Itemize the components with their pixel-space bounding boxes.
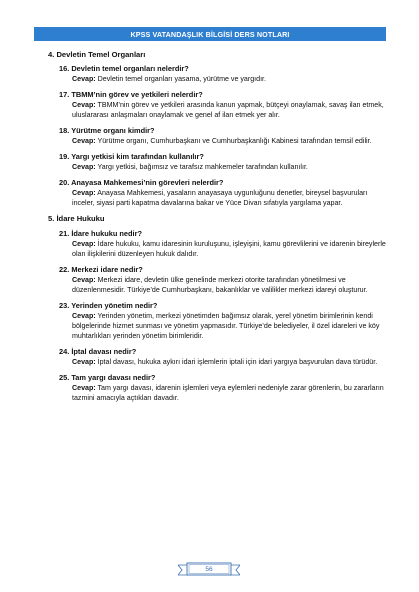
question: 23. Yerinden yönetim nedir? — [59, 301, 158, 310]
qa-item-22 — [59, 265, 388, 295]
answer: Cevap: Merkezi idare, devletin ülke genelinde merkezi otorite tarafından yönetilmesi ve düzenlenmesidir. Türkiye’de Cumhurbaşkanı, bakanlıklar ve valilikler merkezi idareyi oluşturur. — [72, 276, 368, 294]
answer: Cevap: İdare hukuku, kamu idaresinin kuruluşunu, işleyişini, kamu görevlilerini ve idarenin bireylerle olan ilişkilerini düzenleyen hukuk dalıdır. — [72, 240, 386, 258]
qa-item-24 — [59, 347, 388, 367]
answer: Cevap: TBMM’nin görev ve yetkileri arasında kanun yapmak, bütçeyi onaylamak, savaş ilan etmek, uluslararası anlaşmaları onaylamak ve genel af ilan etmek yer alır. — [72, 101, 384, 119]
qa-item-20 — [59, 178, 388, 208]
question: 22. Merkezi idare nedir? — [59, 265, 143, 274]
section-5 — [48, 214, 388, 403]
header-title: KPSS VATANDAŞLIK BİLGİSİ DERS NOTLARI — [130, 29, 290, 39]
qa-item-17 — [59, 90, 388, 120]
answer: Cevap: İptal davası, hukuka aykırı idari işlemlerin iptali için idari yargıya başvurulan dava türüdür. — [72, 358, 378, 366]
answer: Cevap: Yürütme organı, Cumhurbaşkanı ve Cumhurbaşkanlığı Kabinesi tarafından temsil edilir. — [72, 137, 372, 145]
qa-item-18 — [59, 126, 388, 146]
question: 16. Devletin temel organları nelerdir? — [59, 64, 189, 73]
question: 24. İptal davası nedir? — [59, 347, 137, 356]
answer: Cevap: Yerinden yönetim, merkezi yönetimden bağımsız olarak, yerel yönetim birimlerinin kendi bölgelerinde hizmet sunması ve yönetim yapmasıdır. Türkiye’de belediyeler, il özel idareleri ve köy muhtarlıkları yerinden yönetim birimleridir. — [72, 312, 380, 340]
page-header — [34, 27, 386, 41]
question: 25. Tam yargı davası nedir? — [59, 373, 156, 382]
qa-item-23 — [59, 301, 388, 341]
question: 17. TBMM’nin görev ve yetkileri nelerdir? — [59, 90, 203, 99]
qa-item-25 — [59, 373, 388, 403]
question: 21. İdare hukuku nedir? — [59, 229, 142, 238]
document-body — [48, 50, 388, 409]
page-number-ribbon — [178, 562, 240, 577]
section-title: 5. İdare Hukuku — [48, 214, 105, 223]
answer: Cevap: Anayasa Mahkemesi, yasaların anayasaya uygunluğunu denetler, bireysel başvuruları inceler, siyasi parti kapatma davalarına bakar ve Yüce Divan sıfatıyla yargılama yapar. — [72, 189, 368, 207]
qa-item-16 — [59, 64, 388, 84]
answer: Cevap: Tam yargı davası, idarenin işlemleri veya eylemleri nedeniyle zarar görenlerin, bu zararların tazmini amacıyla açtıkları davadır. — [72, 384, 384, 402]
qa-item-19 — [59, 152, 388, 172]
answer: Cevap: Yargı yetkisi, bağımsız ve tarafsız mahkemeler tarafından kullanılır. — [72, 163, 308, 171]
section-title: 4. Devletin Temel Organları — [48, 50, 146, 59]
question: 18. Yürütme organı kimdir? — [59, 126, 155, 135]
question: 20. Anayasa Mahkemesi’nin görevleri nelerdir? — [59, 178, 224, 187]
question: 19. Yargı yetkisi kim tarafından kullanılır? — [59, 152, 204, 161]
qa-item-21 — [59, 229, 388, 259]
page-number: 56 — [205, 566, 213, 573]
section-4 — [48, 50, 388, 208]
answer: Cevap: Devletin temel organları yasama, yürütme ve yargıdır. — [72, 75, 266, 83]
